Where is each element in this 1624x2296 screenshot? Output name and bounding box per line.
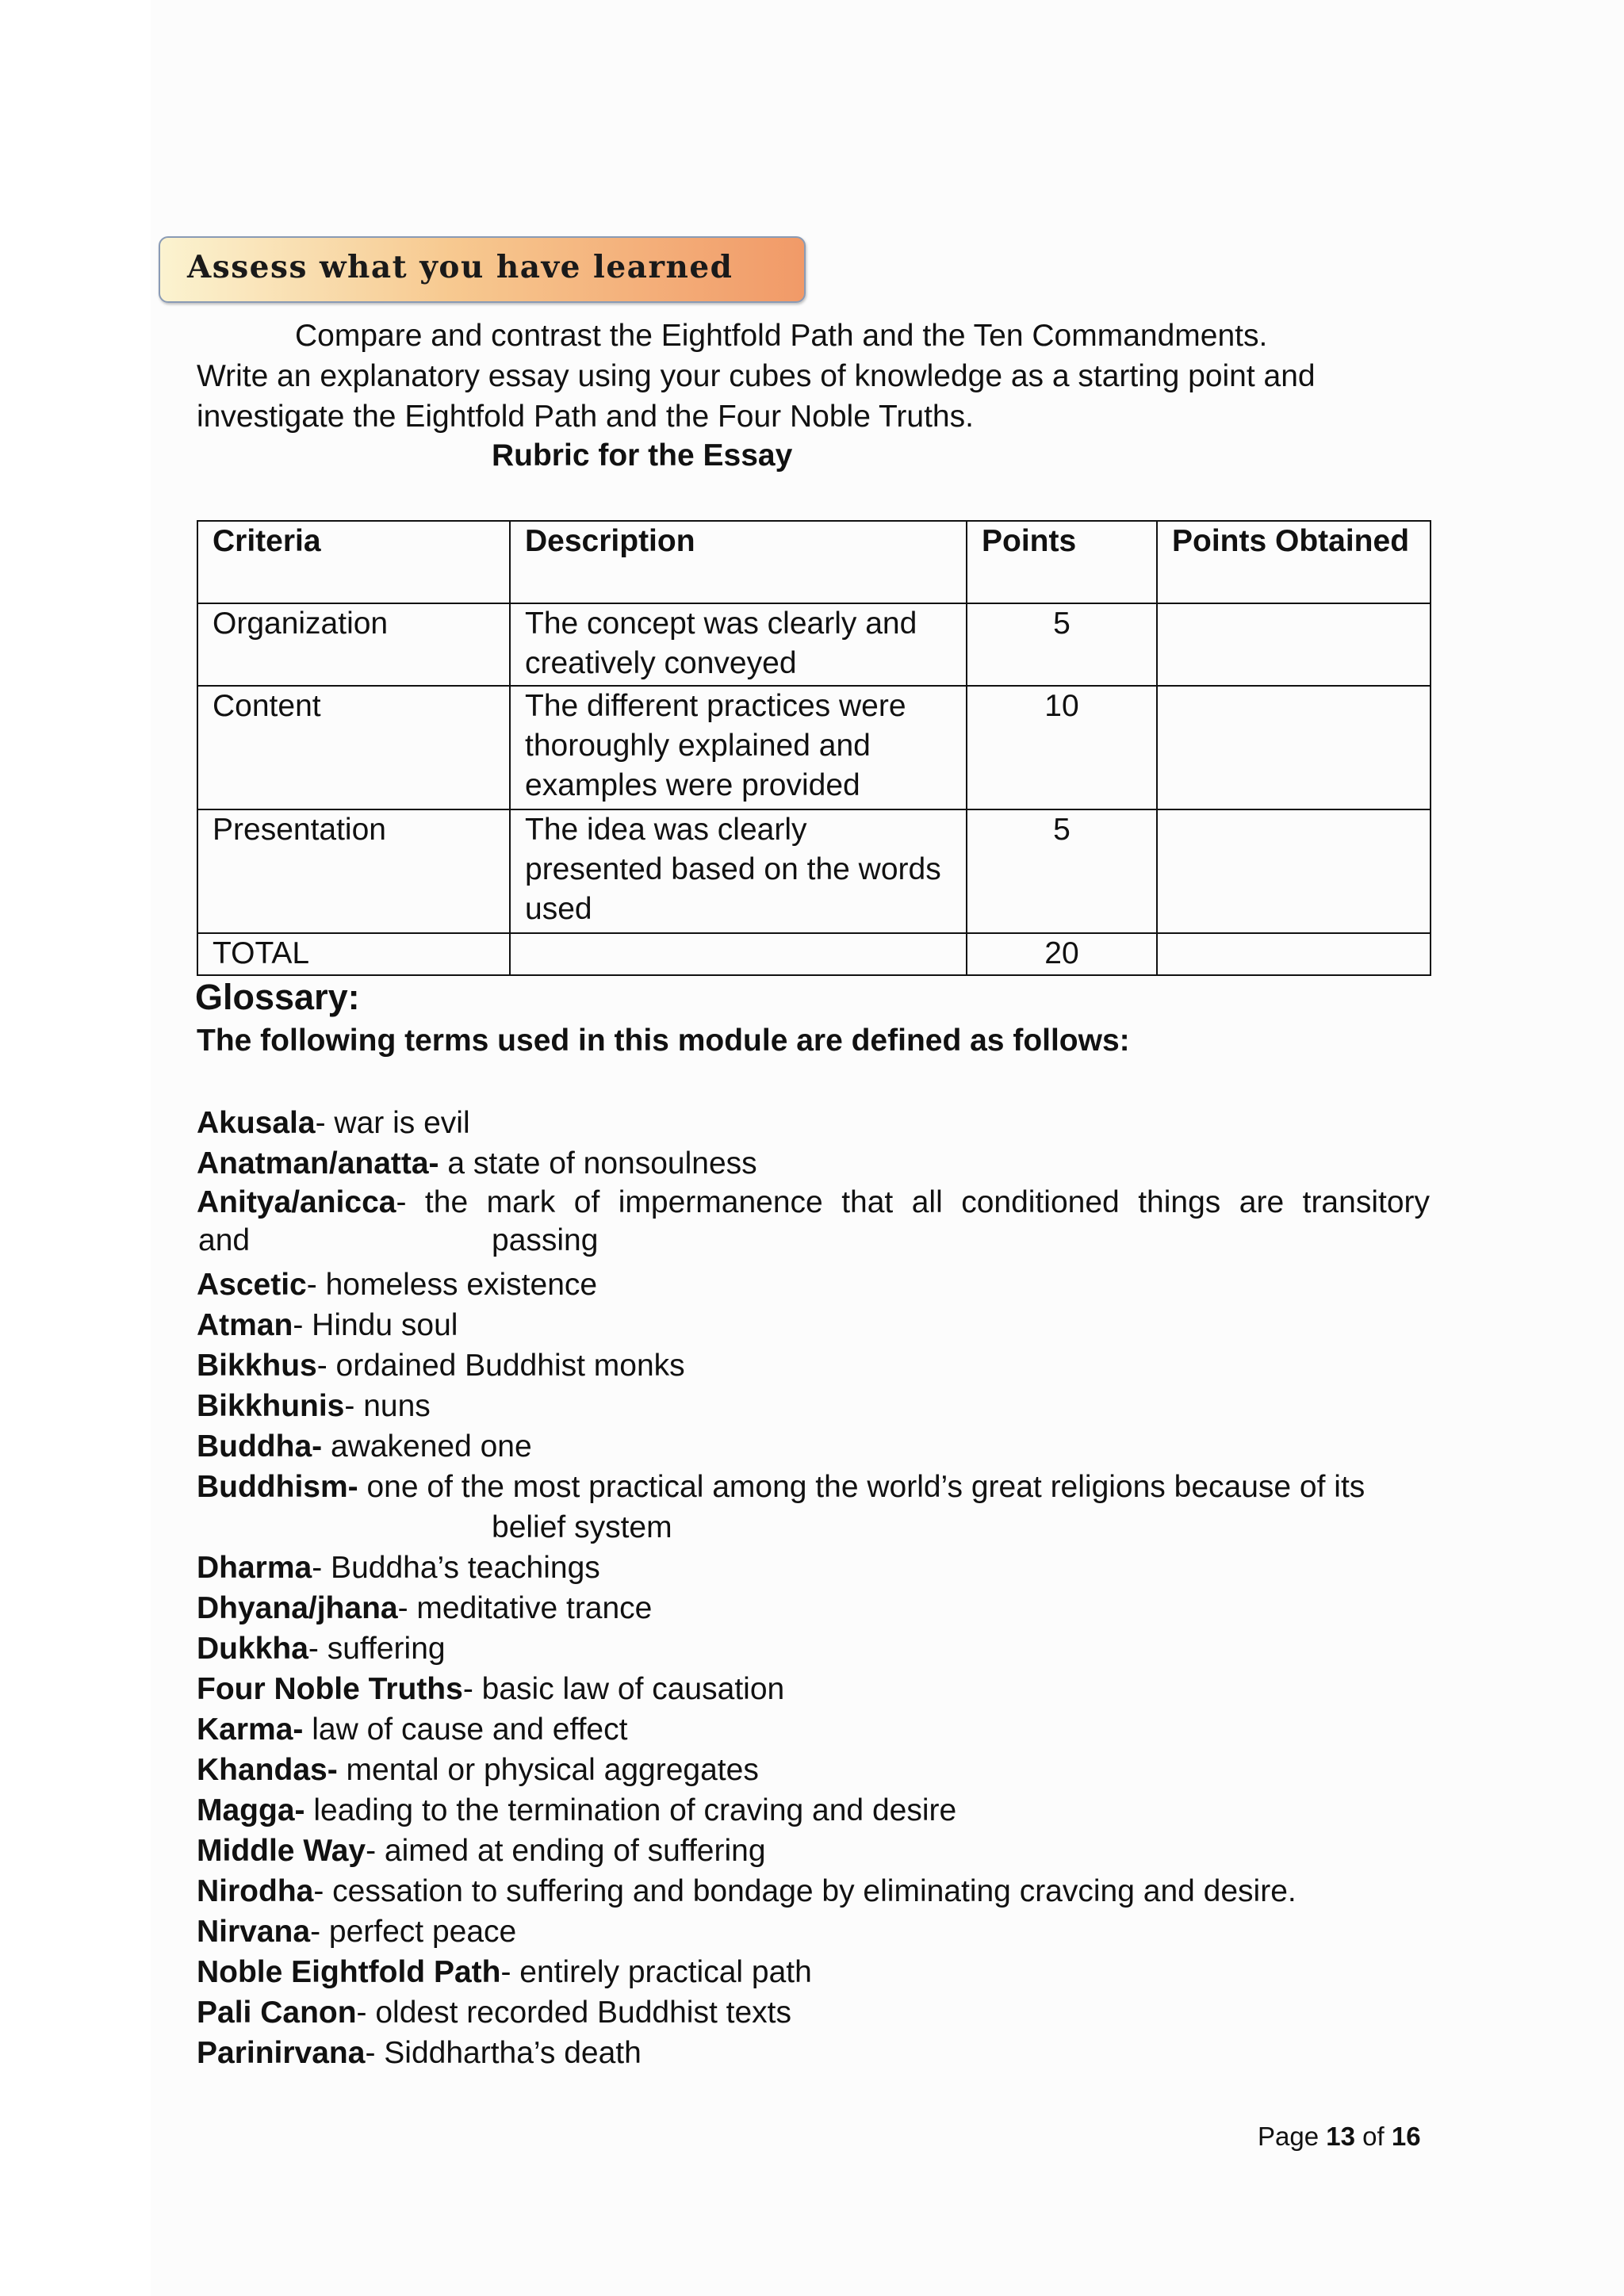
description-cell [510,933,967,975]
glossary-term: Atman [197,1308,293,1342]
glossary-item [197,1750,1430,1790]
glossary-item [197,1628,1430,1669]
glossary-definition: - nuns [344,1389,431,1423]
glossary-term: Dhyana/jhana [197,1591,398,1625]
glossary-term: Bikkhunis [197,1389,345,1423]
points-cell: 5 [967,809,1157,933]
glossary-list [197,1103,1430,2073]
criteria-cell: TOTAL [197,933,510,975]
prompt-line: investigate the Eightfold Path and the Four Noble Truths. [197,400,974,434]
glossary-term: Buddhism- [197,1470,358,1504]
glossary-definition: - cessation to suffering and bondage by eliminating cravcing and desire. [313,1874,1297,1908]
glossary-definition: - meditative trance [397,1591,653,1625]
glossary-definition: - entirely practical path [500,1955,812,1989]
essay-prompt [197,316,1434,437]
rubric-title: Rubric for the Essay [492,438,793,473]
glossary-item [197,1709,1430,1750]
description-cell: The idea was clearly presented based on the words used [510,809,967,933]
glossary-item [197,1790,1430,1831]
glossary-definition: - Hindu soul [293,1308,458,1342]
glossary-definition: - the mark of impermanence that all conditioned things are transitory [396,1185,1430,1219]
glossary-term: Parinirvana [197,2036,366,2070]
glossary-term: Bikkhus [197,1349,317,1383]
glossary-item [197,1426,1430,1467]
header-description: Description [510,521,967,603]
prompt-line: Compare and contrast the Eightfold Path and the Ten Commandments. [295,319,1268,353]
glossary-item [197,2033,1430,2073]
glossary-definition: - Siddhartha’s death [365,2036,642,2070]
glossary-definition: one of the most practical among the world’s great religions because of its [358,1470,1365,1504]
glossary-term: Magga- [197,1793,305,1827]
glossary-continuation: passing [492,1223,599,1257]
glossary-definition: - basic law of causation [462,1672,785,1706]
glossary-item [197,1345,1430,1386]
glossary-definition: - ordained Buddhist monks [316,1349,685,1383]
glossary-definition: - perfect peace [310,1915,517,1949]
glossary-term: Dharma [197,1551,312,1585]
glossary-continuation: belief system [492,1510,672,1544]
glossary-definition: leading to the termination of craving and desire [304,1793,957,1827]
glossary-term: Nirvana [197,1915,311,1949]
glossary-continuation: and [198,1223,251,1257]
glossary-term: Anatman/anatta- [197,1146,439,1181]
glossary-definition: - war is evil [315,1106,470,1140]
obtained-cell[interactable] [1157,933,1431,975]
glossary-term: Anitya/anicca [197,1185,396,1219]
glossary-definition: a state of nonsoulness [439,1146,757,1181]
glossary-term: Ascetic [197,1268,307,1302]
glossary-item [197,1103,1430,1143]
rubric-row [197,603,1431,686]
glossary-definition: - suffering [308,1632,446,1666]
points-cell: 20 [967,933,1157,975]
glossary-definition: mental or physical aggregates [337,1753,759,1787]
glossary-item [197,1992,1430,2033]
glossary-term: Akusala [197,1106,316,1140]
glossary-definition: - Buddha’s teachings [312,1551,600,1585]
glossary-item [197,1831,1430,1871]
glossary-intro: The following terms used in this module are defined as follows: [197,1024,1130,1058]
glossary-term: Khandas- [197,1753,338,1787]
obtained-cell[interactable] [1157,809,1431,933]
page-label: Page [1258,2122,1320,2151]
glossary-definition: - homeless existence [306,1268,598,1302]
points-cell: 10 [967,686,1157,809]
page-number: 13 [1326,2122,1355,2151]
glossary-item [197,1184,1430,1265]
glossary-term: Nirodha [197,1874,314,1908]
glossary-item [197,1467,1430,1548]
glossary-definition: - oldest recorded Buddhist texts [356,1996,792,2030]
glossary-term: Four Noble Truths [197,1672,463,1706]
glossary-item [197,1305,1430,1345]
glossary-term: Noble Eightfold Path [197,1955,501,1989]
rubric-row [197,809,1431,933]
glossary-item [197,1669,1430,1709]
glossary-term: Pali Canon [197,1996,357,2030]
page-total: 16 [1391,2122,1421,2151]
glossary-term: Dukkha [197,1632,308,1666]
header-points: Points [967,521,1157,603]
obtained-cell[interactable] [1157,686,1431,809]
glossary-item [197,1265,1430,1305]
glossary-definition: law of cause and effect [303,1712,628,1747]
criteria-cell: Presentation [197,809,510,933]
criteria-cell: Content [197,686,510,809]
glossary-heading: Glossary: [195,977,360,1017]
rubric-total-row [197,933,1431,975]
rubric-row [197,686,1431,809]
rubric-header-row [197,521,1431,603]
assessment-banner [159,236,806,303]
description-cell: The different practices were thoroughly explained and examples were provided [510,686,967,809]
glossary-term: Karma- [197,1712,304,1747]
glossary-term: Buddha- [197,1429,323,1464]
page-of-label: of [1362,2122,1385,2151]
header-points-obtained: Points Obtained [1157,521,1431,603]
glossary-item [197,1548,1430,1588]
criteria-cell: Organization [197,603,510,686]
glossary-item [197,1588,1430,1628]
glossary-definition: - aimed at ending of suffering [366,1834,766,1868]
glossary-item [197,1911,1430,1952]
glossary-term: Middle Way [197,1834,366,1868]
description-cell: The concept was clearly and creatively conveyed [510,603,967,686]
banner-title: Assess what you have learned [187,249,733,285]
points-cell: 5 [967,603,1157,686]
prompt-line: Write an explanatory essay using your cubes of knowledge as a starting point and [197,359,1316,393]
header-criteria: Criteria [197,521,510,603]
rubric-table [197,520,1431,976]
glossary-item [197,1143,1430,1184]
glossary-item [197,1952,1430,1992]
glossary-definition: awakened one [322,1429,532,1464]
page-footer [1258,2122,1421,2152]
glossary-item [197,1871,1430,1911]
glossary-item [197,1386,1430,1426]
obtained-cell[interactable] [1157,603,1431,686]
